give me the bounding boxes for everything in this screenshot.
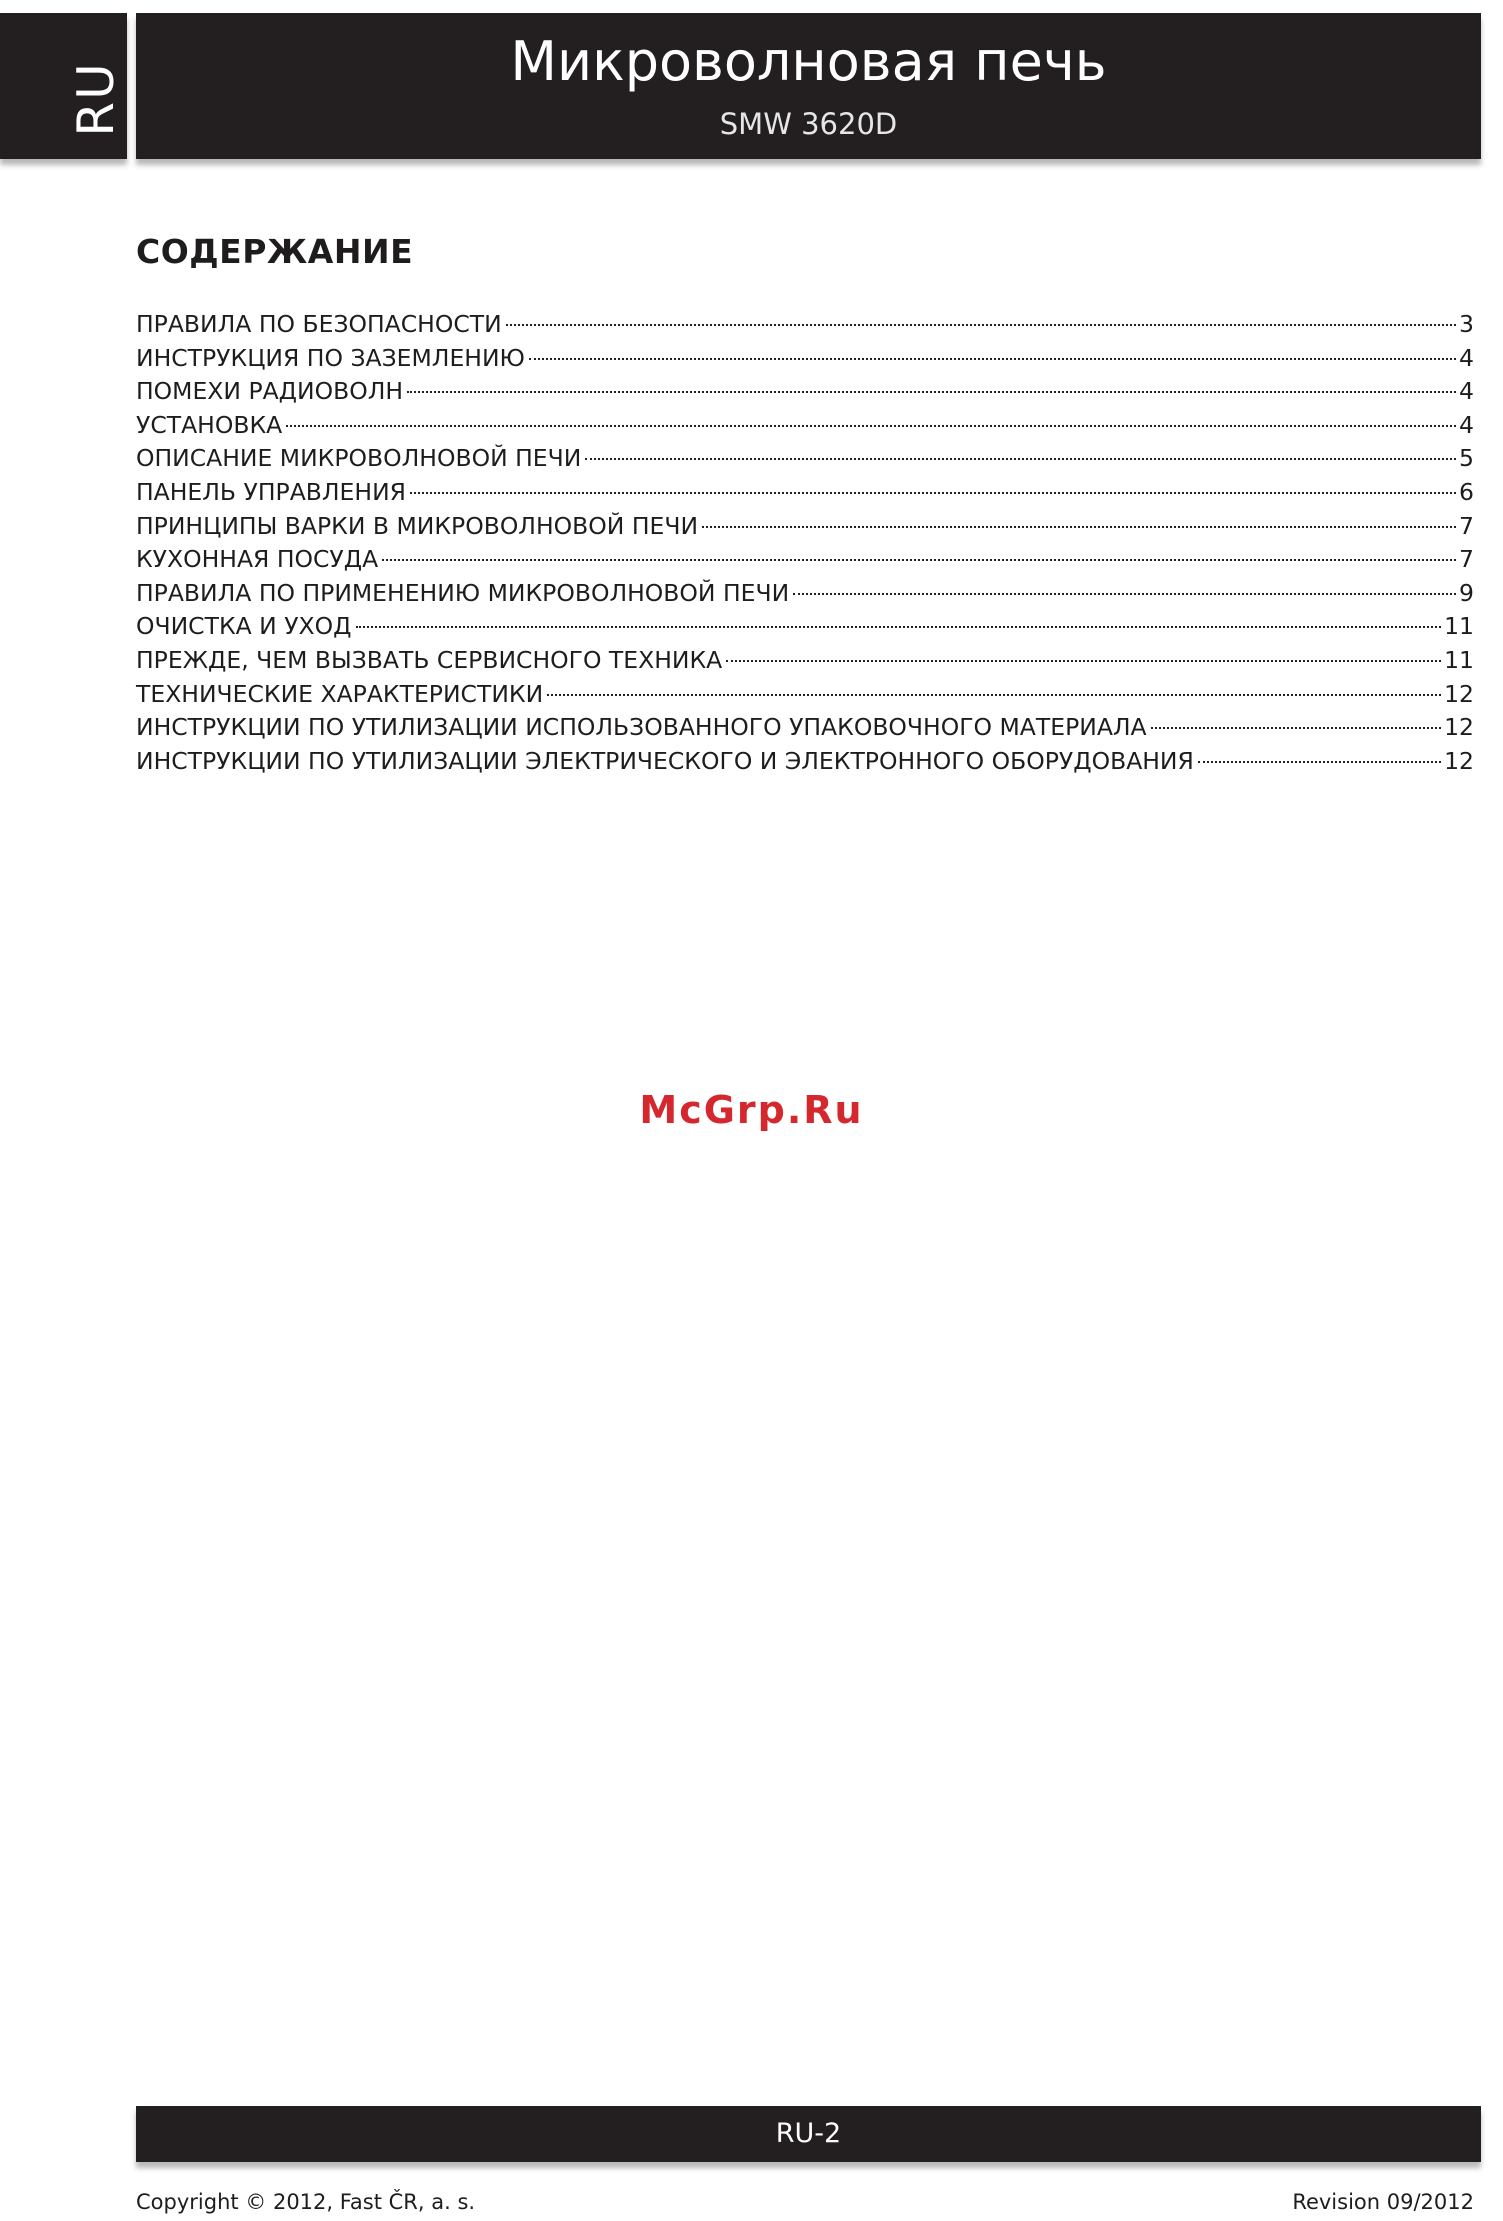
- toc-dot-leader: [585, 458, 1456, 460]
- toc-dot-leader: [410, 492, 1456, 494]
- toc-entry-page: 3: [1459, 310, 1474, 338]
- copyright-notice: Copyright © 2012, Fast ČR, a. s.: [136, 2190, 476, 2214]
- toc-entry-label: ИНСТРУКЦИЯ ПО ЗАЗЕМЛЕНИЮ: [136, 343, 525, 372]
- toc-entry-page: 12: [1444, 679, 1474, 708]
- toc-entry[interactable]: [136, 510, 1474, 544]
- toc-dot-leader: [793, 593, 1456, 595]
- toc-entry[interactable]: [136, 308, 1474, 342]
- watermark: McGrp.Ru: [639, 1088, 864, 1132]
- toc-entry[interactable]: [136, 342, 1474, 376]
- toc-entry-page: 11: [1444, 612, 1474, 641]
- toc-entry-label: ТЕХНИЧЕСКИЕ ХАРАКТЕРИСТИКИ: [136, 679, 544, 708]
- toc-entry-label: ИНСТРУКЦИИ ПО УТИЛИЗАЦИИ ИСПОЛЬЗОВАННОГО УПАКОВОЧНОГО МАТЕРИАЛА: [136, 713, 1147, 742]
- toc-entry-page: 7: [1459, 511, 1474, 540]
- page-number: RU-2: [775, 2118, 842, 2149]
- toc-entry[interactable]: [136, 543, 1474, 577]
- toc-dot-leader: [702, 526, 1456, 528]
- toc-entry[interactable]: [136, 711, 1474, 745]
- toc-entry-label: ПРЕЖДЕ, ЧЕМ ВЫЗВАТЬ СЕРВИСНОГО ТЕХНИКА: [136, 645, 723, 674]
- toc-entry[interactable]: [136, 644, 1474, 678]
- toc-entry-label: ПРАВИЛА ПО ПРИМЕНЕНИЮ МИКРОВОЛНОВОЙ ПЕЧИ: [136, 578, 790, 607]
- toc-entry-page: 7: [1459, 545, 1474, 574]
- toc-entry-label: ПОМЕХИ РАДИОВОЛН: [136, 377, 404, 406]
- toc-dot-leader: [382, 559, 1456, 561]
- toc-entry-label: ОЧИСТКА И УХОД: [136, 612, 352, 641]
- toc-entry-label: УСТАНОВКА: [136, 410, 283, 439]
- toc-entry[interactable]: [136, 577, 1474, 611]
- toc-entry[interactable]: [136, 745, 1474, 779]
- toc-entry[interactable]: [136, 678, 1474, 712]
- toc-entry[interactable]: [136, 409, 1474, 443]
- toc-entry[interactable]: [136, 442, 1474, 476]
- header-bar: [136, 13, 1481, 159]
- toc-entry-label: ПРИНЦИПЫ ВАРКИ В МИКРОВОЛНОВОЙ ПЕЧИ: [136, 511, 699, 540]
- toc-entry-label: ПАНЕЛЬ УПРАВЛЕНИЯ: [136, 477, 406, 506]
- toc-entry[interactable]: [136, 610, 1474, 644]
- toc-entry-page: 4: [1459, 410, 1474, 439]
- toc-entry-label: ПРАВИЛА ПО БЕЗОПАСНОСТИ: [136, 310, 502, 338]
- toc-entry-page: 6: [1459, 477, 1474, 506]
- language-tab: [0, 13, 127, 159]
- toc-entry-page: 11: [1444, 645, 1474, 674]
- toc-entry-label: ИНСТРУКЦИИ ПО УТИЛИЗАЦИИ ЭЛЕКТРИЧЕСКОГО И ЭЛЕКТРОННОГО ОБОРУДОВАНИЯ: [136, 746, 1194, 775]
- toc-entry-page: 4: [1459, 343, 1474, 372]
- toc-dot-leader: [286, 425, 1456, 427]
- toc-dot-leader: [547, 694, 1441, 696]
- revision-label: Revision 09/2012: [1292, 2190, 1474, 2214]
- toc-entry[interactable]: [136, 476, 1474, 510]
- toc-heading: СОДЕРЖАНИЕ: [136, 232, 414, 271]
- language-code: RU: [67, 61, 125, 137]
- toc-entry[interactable]: [136, 375, 1474, 409]
- toc-dot-leader: [529, 358, 1456, 360]
- toc-entry-label: ОПИСАНИЕ МИКРОВОЛНОВОЙ ПЕЧИ: [136, 444, 582, 473]
- toc-entry-page: 9: [1459, 578, 1474, 607]
- toc-dot-leader: [407, 391, 1456, 393]
- footer-bar: [136, 2106, 1481, 2162]
- toc-dot-leader: [356, 626, 1442, 628]
- toc-dot-leader: [1151, 727, 1441, 729]
- toc-entry-page: 4: [1459, 377, 1474, 406]
- toc-dot-leader: [506, 324, 1456, 326]
- toc-entry-page: 12: [1444, 713, 1474, 742]
- toc-dot-leader: [726, 660, 1441, 662]
- toc-dot-leader: [1198, 761, 1441, 763]
- toc-entry-label: КУХОННАЯ ПОСУДА: [136, 545, 379, 574]
- model-number: SMW 3620D: [719, 107, 898, 141]
- toc-entry-page: 5: [1459, 444, 1474, 473]
- document-title: Микроволновая печь: [510, 30, 1107, 93]
- toc-entry-page: 12: [1444, 746, 1474, 775]
- table-of-contents: [136, 308, 1474, 778]
